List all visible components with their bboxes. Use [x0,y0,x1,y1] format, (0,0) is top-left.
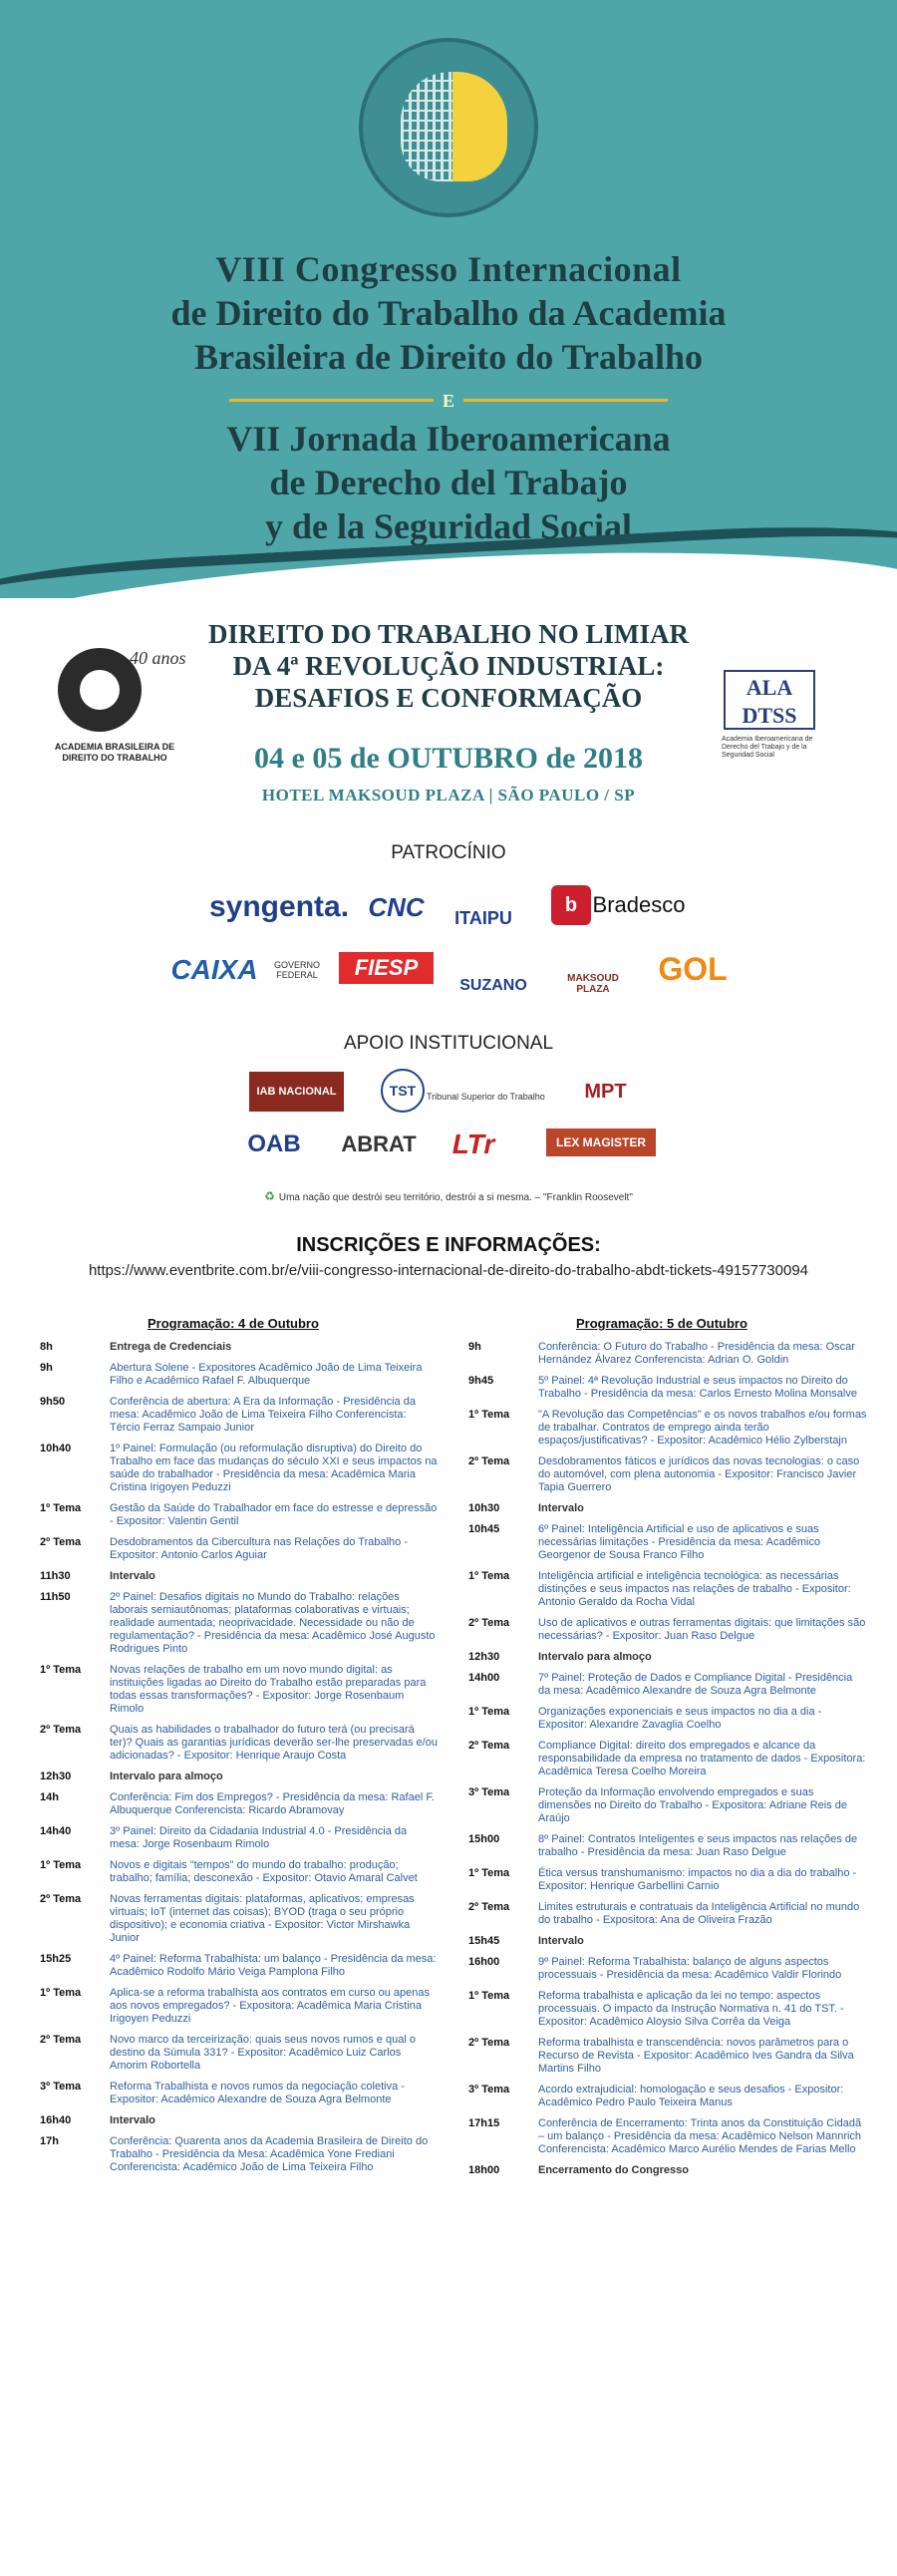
caixa-gov-label: GOVERNO FEDERAL [273,960,320,980]
aladtss-logo [718,664,837,784]
theme-line-3: DESAFIOS E CONFORMAÇÃO [254,683,643,713]
schedule-description: Reforma Trabalhista e novos rumos da negociação coletiva - Expositor: Acadêmico Alexandre de Souza Agra Belmonte [110,2081,405,2105]
schedule-description: 8º Painel: Contratos Inteligentes e seus impactos nas relações de trabalho - Presidência da mesa: Juan Raso Delgue [538,1833,858,1858]
schedule-time: 9h45 [468,1375,494,1387]
tst-logo: TST [381,1069,425,1113]
schedule-row [40,2081,439,2106]
schedule-row [40,1987,439,2026]
schedule-description: Intervalo [538,1935,584,1947]
schedule-row [468,1740,867,1778]
human-head-icon [452,72,507,181]
day2-heading: Programação: 5 de Outubro [576,1316,748,1331]
schedule-row [468,2084,867,2109]
schedule-row [468,1935,867,1948]
schedule-row [468,1672,867,1698]
schedule-time: 14h [40,1791,59,1803]
syngenta-logo: syngenta. [208,890,350,923]
schedule-description: Organizações exponenciais e seus impactos no dia a dia - Expositor: Alexandre Zavaglia Coelho [538,1706,822,1731]
schedule-description: Conferência: Quarenta anos da Academia Brasileira de Direito do Trabalho - Presidência da Mesa: Acadêmica Yone Frediani Conferencista: Acadêmico João de Lima Teixeira Filho [110,2135,429,2173]
schedule-time: 1º Tema [468,1570,510,1582]
recycle-icon: ♻ [264,1189,275,1203]
schedule-time: 11h30 [40,1570,71,1582]
title2-line-1: VII Jornada Iberoamericana [226,419,671,459]
schedule-time: 2º Tema [468,2037,510,2049]
schedule-description: Desdobramentos fáticos e jurídicos das novas tecnologias: o caso do automóvel, com plena autonomia - Expositor: Francisco Javier Tapia Guerrero [538,1455,860,1493]
schedule-row [468,1570,867,1609]
schedule-description: Novas relações de trabalho em um novo mundo digital: as instituições ligadas ao Direito do Trabalho estão preparadas para todas essas transformações? - Expositor: Jorge Rosenbaum Rimolo [110,1664,427,1715]
schedule-description: Novos e digitais "tempos" do mundo do trabalho: produção; trabalho; família; desconexão - Expositor: Otavio Amaral Calvet [110,1859,418,1884]
event-venue: HOTEL MAKSOUD PLAZA | SÃO PAULO / SP [261,786,636,805]
schedule-row [468,1990,867,2029]
schedule-row [468,2117,867,2156]
fiesp-logo: FIESP [339,952,434,984]
schedule-description: Aplica-se a reforma trabalhista aos contratos em curso ou apenas aos novos empregados? - Expositora: Acadêmica Maria Cristina Irigoyen Peduzzi [110,1987,430,2025]
schedule-time: 3º Tema [468,1786,510,1798]
schedule-description: Inteligência artificial e inteligência tecnológica: as necessárias distinções e seus impactos nas relações de trabalho - Expositor: Antonio Geraldo da Rocha Vidal [538,1570,851,1608]
schedule-time: 15h25 [40,1953,72,1965]
schedule-time: 3º Tema [40,2081,82,2093]
abdt-name: ACADEMIA BRASILEIRA DE DIREITO DO TRABALHO [54,742,175,763]
bradesco-logo: Bradesco [592,892,686,917]
title-line-3: Brasileira de Direito do Trabalho [194,337,703,377]
title-line-1: VIII Congresso Internacional [215,249,682,289]
schedule-description: Reforma trabalhista e aplicação da lei no tempo: aspectos processuais. O impacto da Instrução Normativa n. 41 do TST. - Expositor: Acadêmico Aloysio Silva Corrêa da Veiga [538,1990,844,2028]
schedule-time: 16h00 [468,1956,500,1968]
schedule-row [40,1893,439,1945]
schedule-time: 2º Tema [468,1455,510,1467]
schedule-row [40,1825,439,1851]
tst-name: Tribunal Superior do Trabalho [427,1092,545,1102]
iab-logo: IAB NACIONAL [249,1072,344,1112]
schedule-time: 9h [468,1341,481,1353]
schedule-row [468,1455,867,1494]
gol-logo: GOL [658,950,728,987]
schedule-row [40,1953,439,1979]
schedule-description: Compliance Digital: direito dos empregados e alcance da responsabilidade da empresa no tratamento de dados - Expositora: Acadêmica Teresa Coelho Moreira [538,1740,866,1777]
schedule-time: 8h [40,1341,53,1353]
schedule-time: 1º Tema [40,1987,82,1999]
schedule-row [40,1570,439,1583]
schedule-time: 14h40 [40,1825,72,1837]
schedule-row [40,1771,439,1783]
schedule-row [468,1617,867,1643]
schedule-description: Acordo extrajudicial: homologação e seus desafios - Expositor: Acadêmico Pedro Paulo Teixeira Manus [538,2084,844,2108]
aladtss-name: Academia Iberoamericana de Derecho del Trabajo y de la Seguridad Social [722,736,813,759]
itaipu-logo: ITAIPU [454,908,512,928]
schedule-time: 15h45 [468,1935,500,1947]
schedule-description: Conferência: O Futuro do Trabalho - Presidência da mesa: Oscar Hernández Álvarez Conferencista: Adrian O. Goldin [538,1341,855,1366]
schedule-row [40,1341,439,1354]
registration-heading: INSCRIÇÕES E INFORMAÇÕES: [296,1234,601,1256]
schedule-time: 1º Tema [468,1706,510,1718]
schedule-row [468,1706,867,1732]
schedule-description: Intervalo para almoço [538,1651,652,1663]
abdt-anniversary: 40 anos [130,648,186,668]
schedule-time: 12h30 [40,1771,72,1782]
schedule-description: Intervalo para almoço [110,1771,223,1782]
schedule-row [468,1867,867,1893]
schedule-time: 2º Tema [468,1740,510,1752]
schedule-description: Novas ferramentas digitais: plataformas, aplicativos; empresas virtuais; IoT (internet das coisas); BYOD (traga o seu próprio dispositivo); e economia criativa - Expositor: Victor Mirshawka Junior [110,1893,415,1944]
schedule-row [468,1956,867,1982]
schedule-time: 10h40 [40,1443,72,1454]
support-heading: APOIO INSTITUCIONAL [343,1033,554,1054]
caixa-logo: CAIXA [170,954,258,985]
schedule-row [468,1786,867,1825]
schedule-time: 9h [40,1362,53,1374]
schedule-description: Conferência de Encerramento: Trinta anos da Constituição Cidadã – um balanço - Presidência da mesa: Acadêmico Nelson Mannrich Conferencista: Acadêmico Marco Aurélio Mendes de Farias Mello [538,2117,862,2155]
schedule-time: 2º Tema [40,2034,82,2046]
schedule-time: 9h50 [40,1396,66,1408]
schedule-time: 17h [40,2135,59,2147]
schedule-row [468,1901,867,1927]
lexmagister-logo: LEX MAGISTER [546,1128,656,1156]
schedule-row [40,1502,439,1528]
title2-line-2: de Derecho del Trabajo [269,463,628,502]
schedule-row [40,2034,439,2073]
schedule-description: Abertura Solene - Expositores Acadêmico João de Lima Teixeira Filho e Acadêmico Rafael F. Albuquerque [110,1362,423,1387]
schedule-row [468,1651,867,1664]
circuit-head-icon [401,72,452,181]
schedule-row [468,2164,867,2177]
abrat-logo: ABRAT [341,1131,417,1156]
schedule-row [40,2114,439,2127]
schedule-description: Conferência: Fim dos Empregos? - Presidência da mesa: Rafael F. Albuquerque Conferencista: Ricardo Abramovay [110,1791,435,1816]
schedule-row [468,2037,867,2076]
schedule-description: "A Revolução das Competências" e os novos trabalhos e/ou formas de trabalhar. Contratos de emprego ainda terão espaços/justificativas? - Expositor: Acadêmico Hélio Zylberstajn [538,1409,867,1447]
registration-link[interactable]: https://www.eventbrite.com.br/e/viii-congresso-internacional-de-direito-do-trabalho-abdt-tickets-49157730094 [88,1262,809,1279]
schedule-row [40,1664,439,1716]
title-line-2: de Direito do Trabalho da Academia [170,293,727,333]
schedule-description: Intervalo [110,2114,155,2126]
schedule-description: Entrega de Credenciais [110,1341,232,1353]
schedule-time: 1º Tema [468,1409,510,1421]
conjunction: E [434,391,463,411]
schedule-time: 11h50 [40,1591,71,1603]
schedule-description: Uso de aplicativos e outras ferramentas digitais: que limitações são necessárias? - Expositor: Juan Raso Delgue [538,1617,866,1642]
schedule-description: 3º Painel: Direito da Cidadania Industrial 4.0 - Presidência da mesa: Jorge Rosenbaum Rimolo [110,1825,408,1850]
schedule-time: 1º Tema [40,1502,82,1514]
schedule-description: 5º Painel: 4ª Revolução Industrial e seus impactos no Direito do Trabalho - Presidência da mesa: Carlos Ernesto Molina Monsalve [538,1375,857,1400]
maksoud-logo: MAKSOUD PLAZA [567,973,619,995]
schedule-row [40,1859,439,1885]
schedule-description: 6º Painel: Inteligência Artificial e uso de aplicativos e suas necessárias limitações - Presidência da mesa: Acadêmico Georgenor de Sousa Franco Filho [538,1523,821,1561]
schedule-description: Intervalo [110,1570,155,1582]
quote-note: ♻ Uma nação que destrói seu território, destrói a si mesma. – "Franklin Roosevelt" [264,1189,633,1203]
schedule-description: Limites estruturais e contratuais da Inteligência Artificial no mundo do trabalho - Expositora: Ana de Oliveira Frazão [538,1901,860,1926]
suzano-logo: SUZANO [459,977,527,994]
schedule-description: Conferência de abertura: A Era da Informação - Presidência da mesa: Acadêmico João de Lima Teixeira Filho Conferencista: Tércio Ferraz Sampaio Junior [110,1396,416,1434]
theme-line-1: DIREITO DO TRABALHO NO LIMIAR [207,619,690,649]
schedule-time: 16h40 [40,2114,72,2126]
schedule-row [40,1396,439,1435]
aladtss-mark: ALA DTSS [724,670,815,730]
schedule-time: 10h30 [468,1502,500,1514]
schedule-row [40,1536,439,1562]
schedule-time: 17h15 [468,2117,500,2129]
schedule-row [468,1375,867,1401]
cnc-logo: CNC [368,891,425,922]
schedule-time: 18h00 [468,2164,500,2176]
schedule-row [468,1409,867,1448]
schedule-time: 14h00 [468,1672,500,1684]
schedule-description: Quais as habilidades o trabalhador do futuro terá (ou precisará ter)? Quais as garantias jurídicas deverão ser-lhe preservadas e/ou adicionadas? - Expositor: Henrique Araujo Costa [110,1724,438,1762]
schedule-row [40,1443,439,1494]
sponsors-heading: PATROCÍNIO [391,842,506,863]
schedule-description: 7º Painel: Proteção de Dados e Compliance Digital - Presidência da mesa: Acadêmico Alexandre de Souza Agra Belmonte [538,1672,853,1697]
mpt-logo: MPT [584,1080,627,1103]
schedule-description: 9º Painel: Reforma Trabalhista: balanço de alguns aspectos processuais - Presidência da mesa: Acadêmico Valdir Florindo [538,1956,842,1981]
schedule-description: Encerramento do Congresso [538,2164,689,2176]
schedule-description: Reforma trabalhista e transcendência: novos parâmetros para o Recurso de Revista - Expositor: Acadêmico Ives Gandra da Silva Martins Filho [538,2037,854,2075]
schedule-description: Desdobramentos da Cibercultura nas Relações do Trabalho - Expositor: Antonio Carlos Aguiar [110,1536,408,1561]
schedule-time: 2º Tema [40,1536,82,1548]
schedule-row [40,1724,439,1763]
schedule-description: Intervalo [538,1502,584,1514]
schedule-description: 1º Painel: Formulação (ou reformulação disruptiva) do Direito do Trabalho em face das mudanças do século XXI e seus impactos na saúde do trabalhador - Presidência da mesa: Acadêmica Maria Cristina Irigoyen Peduzzi [110,1443,438,1493]
event-dates: 04 e 05 de OUTUBRO de 2018 [254,742,643,775]
schedule-row [40,1591,439,1656]
schedule-time: 12h30 [468,1651,500,1663]
congress-logo [359,38,538,217]
day1-heading: Programação: 4 de Outubro [148,1316,319,1331]
schedule-time: 2º Tema [40,1724,82,1736]
schedule-row [40,1791,439,1817]
schedule-time: 1º Tema [40,1664,82,1676]
ltr-logo: LTr [451,1128,495,1159]
bradesco-icon: b [551,885,591,925]
schedule-time: 1º Tema [468,1867,510,1879]
schedule-description: Ética versus transhumanismo: impactos no dia a dia do trabalho - Expositor: Henrique Garbellini Carnio [538,1867,857,1892]
oab-logo: OAB [247,1130,301,1157]
schedule-time: 2º Tema [468,1901,510,1913]
schedule-description: Gestão da Saúde do Trabalhador em face do estresse e depressão - Expositor: Valentin Gentil [110,1502,438,1527]
schedule-row [468,1523,867,1562]
schedule-row [468,1833,867,1859]
day1-schedule [40,1341,439,2182]
schedule-description: 4º Painel: Reforma Trabalhista: um balanço - Presidência da mesa: Acadêmico Rodolfo Mário Veiga Pamplona Filho [110,1953,437,1978]
schedule-time: 2º Tema [40,1893,82,1905]
schedule-time: 1º Tema [468,1990,510,2002]
schedule-time: 15h00 [468,1833,500,1845]
schedule-row [40,1362,439,1388]
day2-schedule [468,1341,867,2185]
schedule-description: Proteção da Informação envolvendo empregados e suas dimensões no Direito do Trabalho - Expositora: Adriane Reis de Araújo [538,1786,848,1824]
schedule-description: Novo marco da terceirização: quais seus novos rumos e qual o destino da Súmula 331? - Expositor: Acadêmico Luiz Carlos Amorim Robortella [110,2034,416,2072]
title2-line-3: y de la Seguridad Social [264,506,633,546]
schedule-time: 2º Tema [468,1617,510,1629]
schedule-row [468,1341,867,1367]
schedule-row [468,1502,867,1515]
abdt-logo [40,638,189,778]
schedule-time: 10h45 [468,1523,500,1535]
hero-banner [0,0,897,598]
schedule-description: 2º Painel: Desafios digitais no Mundo do Trabalho: relações laborais semiautônomas; plataformas colaborativas e virtuais; realidade aumentada; neoprivacidade. Necessidade ou não de regulamentação? - Presidência da mesa: Acadêmico José Augusto Rodrigues Pinto [110,1591,436,1655]
schedule-row [40,2135,439,2174]
schedule-time: 1º Tema [40,1859,82,1871]
schedule-time: 3º Tema [468,2084,510,2095]
theme-line-2: DA 4ª REVOLUÇÃO INDUSTRIAL: [232,651,665,681]
